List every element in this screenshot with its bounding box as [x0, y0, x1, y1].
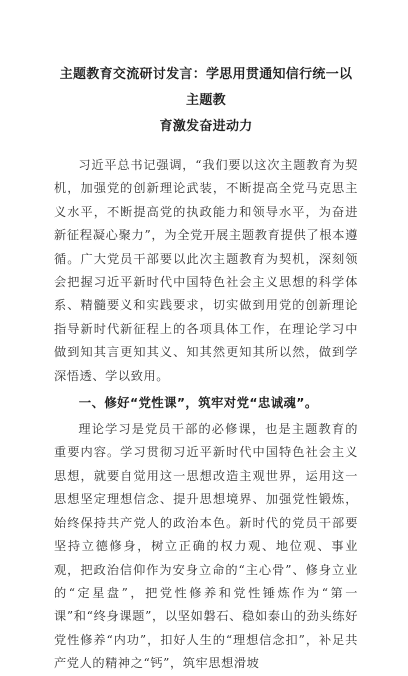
document-title-line-2: 育激发奋进动力	[159, 119, 253, 134]
document-title	[54, 62, 358, 140]
body-paragraph-1: 习近平总书记强调，“我们要以这次主题教育为契机，加强党的创新理论武装，不断提高全党马克思主义水平，不断提高党的执政能力和领导水平，为奋进新征程凝心聚力”，为全党开展主题教育提供了根本遵循。广大党员干部要以此次主题教育为契机，深刻领会把握习近平新时代中国特色社会主义思想的科学体系、精髓要义和实践要求，切实做到用党的创新理论指导新时代新征程上的各项具体工作，在理论学习中做到知其言更知其义、知其然更知其所以然，做到学深悟透、学以致用。	[54, 158, 358, 383]
body-paragraph-2: 理论学习是党员干部的必修课，也是主题教育的重要内容。学习贯彻习近平新时代中国特色社会主义思想，就要自觉用这一思想改造主观世界，运用这一思想坚定理想信念、提升思想境界、加强党性锻炼，始终保持共产党人的政治本色。新时代的党员干部要坚持立德修身，树立正确的权力观、地位观、事业观，把政治信仰作为安身立命的“主心骨”、修身立业的“定星盘”，把党性修养和党性锤炼作为“第一课”和“终身课题”，以坚如磐石、稳如泰山的劲头练好党性修养“内功”，扣好人生的“理想信念扣”，补足共产党人的精神之“钙”，筑牢思想滑坡	[54, 422, 358, 671]
section-heading-1: 一、修好“党性课”，筑牢对党“忠诚魂”。	[78, 395, 318, 411]
document-title-line-1: 主题教育交流研讨发言：学思用贯通知信行统一以主题教	[59, 67, 353, 108]
